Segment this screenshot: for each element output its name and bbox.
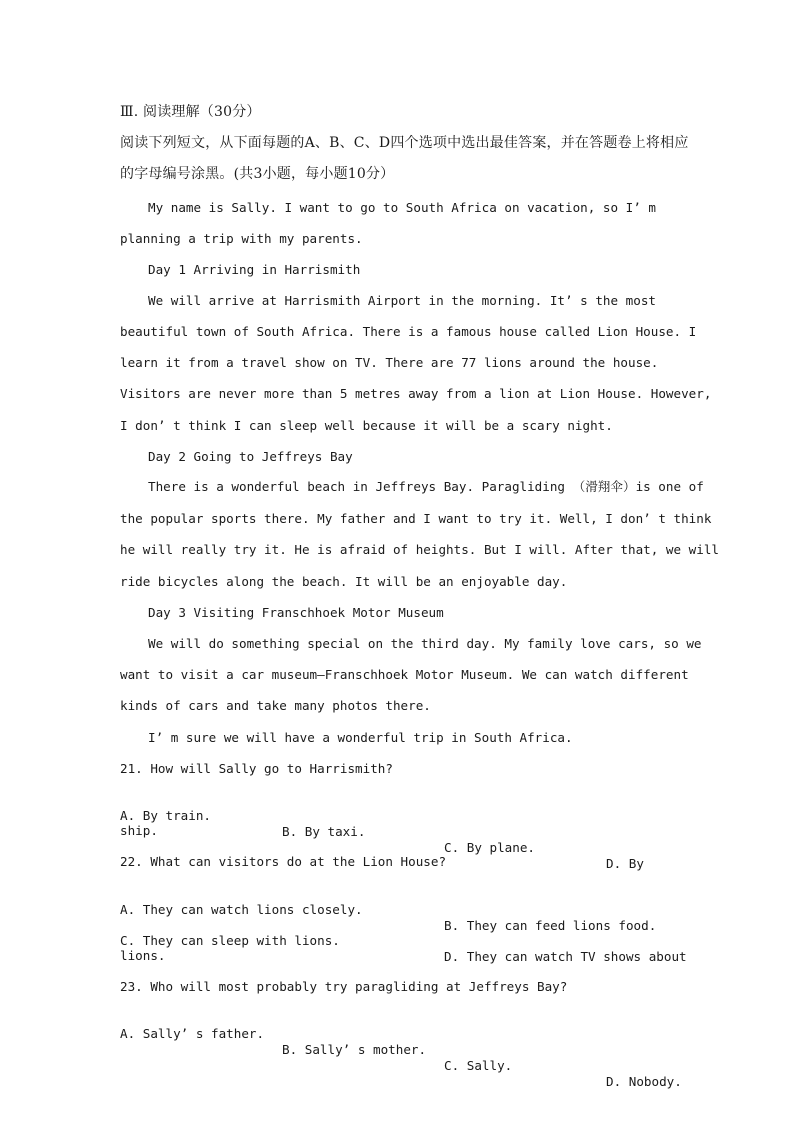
instruction-line-1: 阅读下列短文，从下面每题的A、B、C、D四个选项中选出最佳答案，并在答题卷上将相应 [120, 135, 689, 151]
option-22-d[interactable]: D. They can watch TV shows about [444, 949, 687, 964]
option-21-a[interactable]: A. By train. [120, 808, 211, 823]
question-21-stem: 21. How will Sally go to Harrismith? [120, 761, 393, 776]
day2-line-1: There is a wonderful beach in Jeffreys Bay. Paragliding （滑翔伞）is one of [148, 479, 704, 494]
option-21-d[interactable]: D. By [606, 856, 644, 871]
day1-line-2: beautiful town of South Africa. There is a famous house called Lion House. I [120, 324, 697, 339]
day1-line-4: Visitors are never more than 5 metres away from a lion at Lion House. However, [120, 386, 712, 401]
option-21-b[interactable]: B. By taxi. [282, 824, 366, 839]
day2-line-4: ride bicycles along the beach. It will be an enjoyable day. [120, 574, 568, 589]
day1-line-5: I don’ t think I can sleep well because it will be a scary night. [120, 418, 613, 433]
option-22-d-wrap: lions. [120, 948, 166, 963]
question-22-options-row2 [120, 917, 687, 964]
day1-title: Day 1 Arriving in Harrismith [148, 262, 361, 277]
question-22-stem: 22. What can visitors do at the Lion House? [120, 854, 447, 869]
option-22-a[interactable]: A. They can watch lions closely. [120, 902, 363, 917]
day2-line-3: he will really try it. He is afraid of heights. But I will. After that, we will [120, 542, 719, 557]
day3-line-1: We will do something special on the third day. My family love cars, so we [148, 636, 702, 651]
option-21-d-wrap: ship. [120, 823, 158, 838]
intro-line-2: planning a trip with my parents. [120, 231, 363, 246]
question-23-stem: 23. Who will most probably try paragliding at Jeffreys Bay? [120, 979, 568, 994]
day1-line-1: We will arrive at Harrismith Airport in the morning. It’ s the most [148, 293, 656, 308]
option-22-b[interactable]: B. They can feed lions food. [444, 918, 657, 933]
option-23-c[interactable]: C. Sally. [444, 1058, 513, 1073]
question-22-options-row1 [120, 886, 676, 933]
question-23-options [120, 1010, 682, 1089]
option-21-c[interactable]: C. By plane. [444, 840, 535, 855]
closing-line: I’ m sure we will have a wonderful trip in South Africa. [148, 730, 573, 745]
intro-line-1: My name is Sally. I want to go to South Africa on vacation, so I’ m [148, 200, 656, 215]
day3-title: Day 3 Visiting Franschhoek Motor Museum [148, 605, 444, 620]
option-23-d[interactable]: D. Nobody. [606, 1074, 682, 1089]
day3-line-2: want to visit a car museum—Franschhoek Motor Museum. We can watch different [120, 667, 689, 682]
instruction-line-2: 的字母编号涂黑。(共3小题，每小题10分） [120, 166, 395, 182]
day3-line-3: kinds of cars and take many photos there. [120, 698, 431, 713]
option-22-c[interactable]: C. They can sleep with lions. [120, 933, 340, 948]
day2-title: Day 2 Going to Jeffreys Bay [148, 449, 353, 464]
option-23-b[interactable]: B. Sally’ s mother. [282, 1042, 427, 1057]
day1-line-3: learn it from a travel show on TV. There are 77 lions around the house. [120, 355, 659, 370]
section-heading: Ⅲ. 阅读理解（30分） [120, 104, 261, 120]
day2-line-2: the popular sports there. My father and I want to try it. Well, I don’ t think [120, 511, 712, 526]
option-23-a[interactable]: A. Sally’ s father. [120, 1026, 265, 1041]
